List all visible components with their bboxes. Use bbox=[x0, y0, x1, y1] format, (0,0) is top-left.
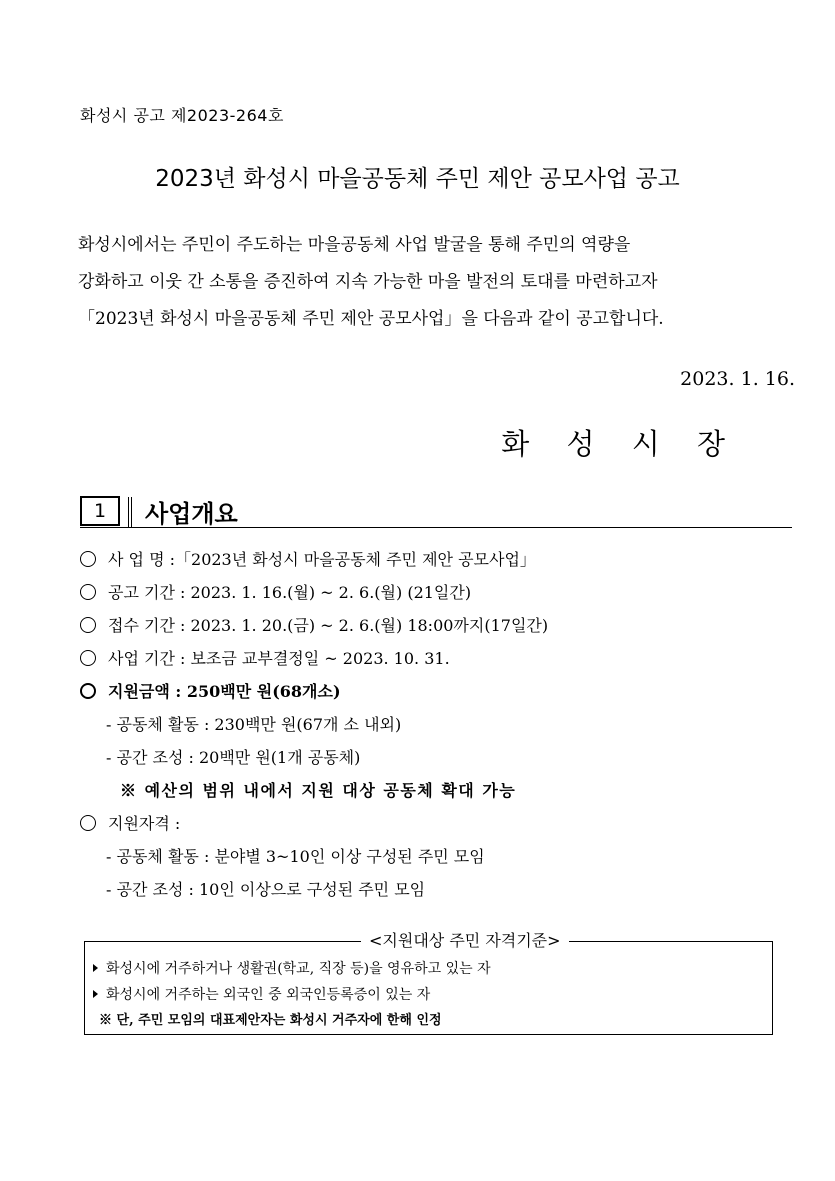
eligibility: 지원자격 : bbox=[108, 814, 181, 833]
support-amount: 지원금액 : 250백만 원(68개소) bbox=[108, 682, 341, 701]
list-item bbox=[80, 642, 800, 675]
intro-line: 강화하고 이웃 간 소통을 증진하여 지속 가능한 마을 발전의 토대를 마련하고자 bbox=[78, 272, 658, 292]
signer: 화 성 시 장 bbox=[501, 427, 739, 461]
criteria-item bbox=[93, 982, 491, 1008]
section-header bbox=[80, 495, 792, 528]
notice-date: 2023. 1. 16. bbox=[680, 368, 795, 390]
support-space: - 공간 조성 : 20백만 원(1개 공동체) bbox=[106, 748, 361, 767]
support-note: ※ 예산의 범위 내에서 지원 대상 공동체 확대 가능 bbox=[120, 781, 517, 800]
eligibility-activity: - 공동체 활동 : 분야별 3~10인 이상 구성된 주민 모임 bbox=[106, 847, 485, 866]
list-item bbox=[80, 807, 800, 840]
criteria-text: 화성시에 거주하거나 생활권(학교, 직장 등)을 영유하고 있는 자 bbox=[106, 961, 491, 977]
circle-bullet-icon bbox=[80, 683, 96, 699]
eligibility-space: - 공간 조성 : 10인 이상으로 구성된 주민 모임 bbox=[106, 880, 426, 899]
circle-bullet-icon bbox=[80, 617, 96, 633]
criteria-text: 화성시에 거주하는 외국인 중 외국인등록증이 있는 자 bbox=[106, 987, 431, 1003]
reception-period: 접수 기간 : 2023. 1. 20.(금) ~ 2. 6.(월) 18:00까지(17일간) bbox=[108, 616, 549, 635]
notice-period: 공고 기간 : 2023. 1. 16.(월) ~ 2. 6.(월) (21일간) bbox=[108, 583, 472, 602]
project-name: 사 업 명 :「2023년 화성시 마을공동체 주민 제안 공모사업」 bbox=[108, 550, 536, 569]
intro-paragraph bbox=[78, 227, 798, 338]
criteria-note: ※ 단, 주민 모임의 대표제안자는 화성시 거주자에 한해 인정 bbox=[99, 1013, 442, 1028]
document-title: 2023년 화성시 마을공동체 주민 제안 공모사업 공고 bbox=[155, 166, 680, 192]
criteria-list bbox=[93, 956, 491, 1034]
criteria-box bbox=[84, 931, 773, 1035]
criteria-item bbox=[93, 956, 491, 982]
circle-bullet-icon bbox=[80, 584, 96, 600]
circle-bullet-icon bbox=[80, 650, 96, 666]
circle-bullet-icon bbox=[80, 551, 96, 567]
intro-line: 화성시에서는 주민이 주도하는 마을공동체 사업 발굴을 통해 주민의 역량을 bbox=[78, 235, 631, 255]
list-item bbox=[80, 543, 800, 576]
criteria-box-title: <지원대상 주민 자격기준> bbox=[361, 929, 569, 953]
overview-list bbox=[80, 543, 800, 906]
list-item bbox=[80, 675, 800, 708]
list-item bbox=[80, 609, 800, 642]
triangle-bullet-icon bbox=[93, 964, 98, 972]
section-divider bbox=[128, 497, 132, 527]
project-period: 사업 기간 : 보조금 교부결정일 ~ 2023. 10. 31. bbox=[108, 649, 450, 668]
section-number: 1 bbox=[80, 496, 120, 526]
circle-bullet-icon bbox=[80, 815, 96, 831]
notice-number: 화성시 공고 제2023-264호 bbox=[80, 106, 284, 125]
section-title: 사업개요 bbox=[145, 500, 238, 528]
list-item bbox=[80, 576, 800, 609]
triangle-bullet-icon bbox=[93, 990, 98, 998]
support-activity: - 공동체 활동 : 230백만 원(67개 소 내외) bbox=[106, 715, 402, 734]
intro-line: 「2023년 화성시 마을공동체 주민 제안 공모사업」을 다음과 같이 공고합니다. bbox=[78, 309, 664, 329]
